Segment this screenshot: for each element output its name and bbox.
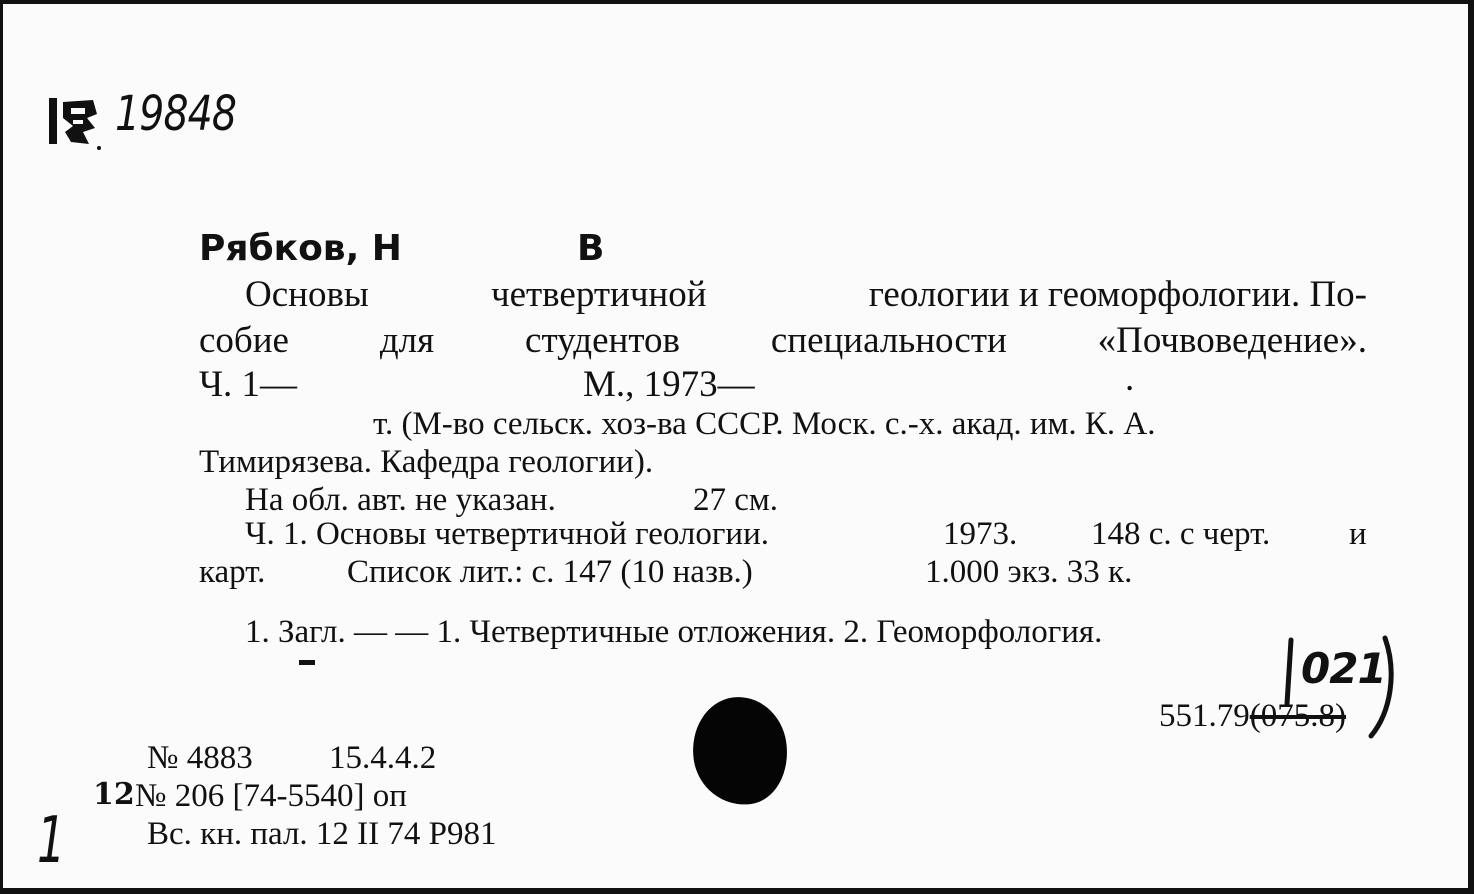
part1-pages: 148 с. с черт. — [1091, 516, 1271, 552]
imprint-mark: . — [1125, 358, 1135, 399]
classification-code: 15.4.4.2 — [329, 740, 437, 776]
title-word: собие — [199, 320, 289, 361]
udc-struck: (075.8) — [1249, 698, 1346, 734]
title-word: специальности — [770, 320, 1007, 361]
title-word: Основы — [245, 274, 369, 315]
part1-and: и — [1349, 516, 1367, 552]
handwritten-class-code: 021 — [1301, 644, 1386, 693]
size-note: 27 см. — [693, 482, 779, 518]
title-line-2 — [199, 322, 1367, 359]
title-word: четвертичной — [490, 274, 707, 315]
part1-year: 1973. — [943, 516, 1018, 552]
part1-title: Ч. 1. Основы четвертичной геологии. — [245, 516, 769, 552]
accession-number: 19848 — [115, 86, 237, 142]
library-stamp-icon — [43, 92, 105, 154]
title-word: «Почвоведение». — [1097, 320, 1367, 361]
title-line-1 — [245, 276, 1367, 313]
bibliography-note: Список лит.: с. 147 (10 назв.) — [347, 554, 753, 590]
tracings: 1. Загл. — — 1. Четвертичные отложения. 2. Геоморфология. — [245, 614, 1103, 650]
cover-note: На обл. авт. не указан. — [245, 482, 556, 518]
udc-number — [1159, 700, 1346, 733]
order-number: № 206 [74-5540] оп — [135, 778, 407, 814]
title-word: для — [379, 320, 435, 361]
part1-maps: карт. — [199, 554, 266, 590]
publisher-line-2: Тимирязева. Кафедра геологии). — [199, 444, 654, 480]
footer-prefix: 12 — [93, 777, 135, 812]
title-word: студентов — [525, 320, 680, 361]
title-word: геологии и геоморфологии. По- — [868, 274, 1367, 315]
udc-base: 551.79 — [1159, 698, 1250, 734]
print-run: 1.000 экз. 33 к. — [925, 554, 1133, 590]
author-surname: Рябков, Н — [199, 228, 402, 269]
card-punch-hole — [686, 691, 794, 811]
part-designation: Ч. 1— — [199, 364, 298, 405]
handwritten-mark: 1 — [37, 804, 66, 878]
chamber-line: Вс. кн. пал. 12 II 74 Р981 — [147, 816, 497, 852]
imprint: М., 1973— — [583, 364, 755, 405]
publisher-line-1: т. (М-во сельск. хоз-ва СССР. Моск. с.-х. акад. им. К. А. — [373, 406, 1156, 442]
card-number: № 4883 — [147, 740, 253, 776]
tracing-mark — [299, 660, 315, 665]
author-initial: В — [577, 228, 605, 269]
